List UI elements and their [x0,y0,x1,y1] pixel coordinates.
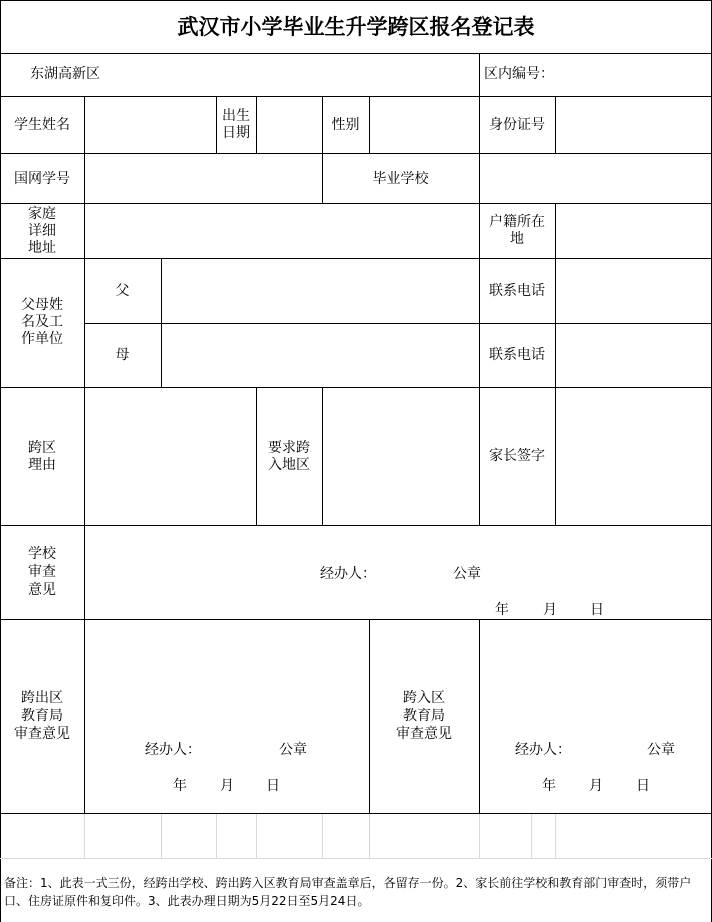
school-year-label: 年 [495,602,509,618]
father-phone-label: 联系电话 [489,283,545,299]
in-bureau-year-label: 年 [542,778,556,794]
birth-date-field[interactable] [258,98,321,152]
mother-phone-label: 联系电话 [489,347,545,363]
gender-field[interactable] [371,98,478,152]
parent-signature-field[interactable] [557,389,710,524]
district-code-field[interactable] [560,56,708,92]
in-bureau-seal-label: 公章 [647,742,675,758]
school-month-label: 月 [543,602,557,618]
student-name-label: 学生姓名 [14,117,70,133]
gender-label: 性别 [331,117,360,133]
out-bureau-day-label: 日 [266,778,280,794]
mother-info-field[interactable] [163,325,478,386]
transfer-reason-field[interactable] [86,389,255,524]
household-registration-field[interactable] [557,205,710,257]
out-bureau-year-label: 年 [173,778,187,794]
school-review-field[interactable] [86,527,710,618]
mother-phone-field[interactable] [557,325,710,386]
footnote: 备注：1、此表一式三份，经跨出学校、跨出跨入区教育局审查盖章后，各留存一份。2、家长前往学校和教育部门审查时，须带户口、住房证原件和复印件。3、此表办理日期为5月22日至5月24日。 [4,876,692,908]
out-bureau-seal-label: 公章 [279,742,307,758]
school-seal-label: 公章 [453,566,481,582]
out-bureau-handler-label: 经办人： [145,742,201,758]
id-number-field[interactable] [557,98,710,152]
in-bureau-month-label: 月 [589,778,603,794]
graduation-school-label: 毕业学校 [372,171,429,187]
form-title: 武汉市小学毕业生升学跨区报名登记表 [177,14,535,39]
school-handler-label: 经办人： [320,566,376,582]
father-info-field[interactable] [163,260,478,322]
in-bureau-day-label: 日 [636,778,650,794]
parent-signature-label: 家长签字 [489,448,545,464]
father-phone-field[interactable] [557,260,710,322]
district-code-label: 区内编号： [484,66,554,82]
national-student-id-field[interactable] [86,155,321,202]
district-name: 东湖高新区 [30,66,100,82]
father-label: 父 [115,283,130,299]
out-bureau-month-label: 月 [220,778,234,794]
student-name-field[interactable] [86,98,215,152]
school-day-label: 日 [590,602,604,618]
target-district-field[interactable] [324,389,478,524]
in-bureau-handler-label: 经办人： [515,742,571,758]
mother-label: 母 [115,347,130,363]
home-address-field[interactable] [86,205,478,257]
national-student-id-label: 国网学号 [14,171,70,187]
id-number-label: 身份证号 [489,117,545,133]
graduation-school-field[interactable] [481,155,710,202]
